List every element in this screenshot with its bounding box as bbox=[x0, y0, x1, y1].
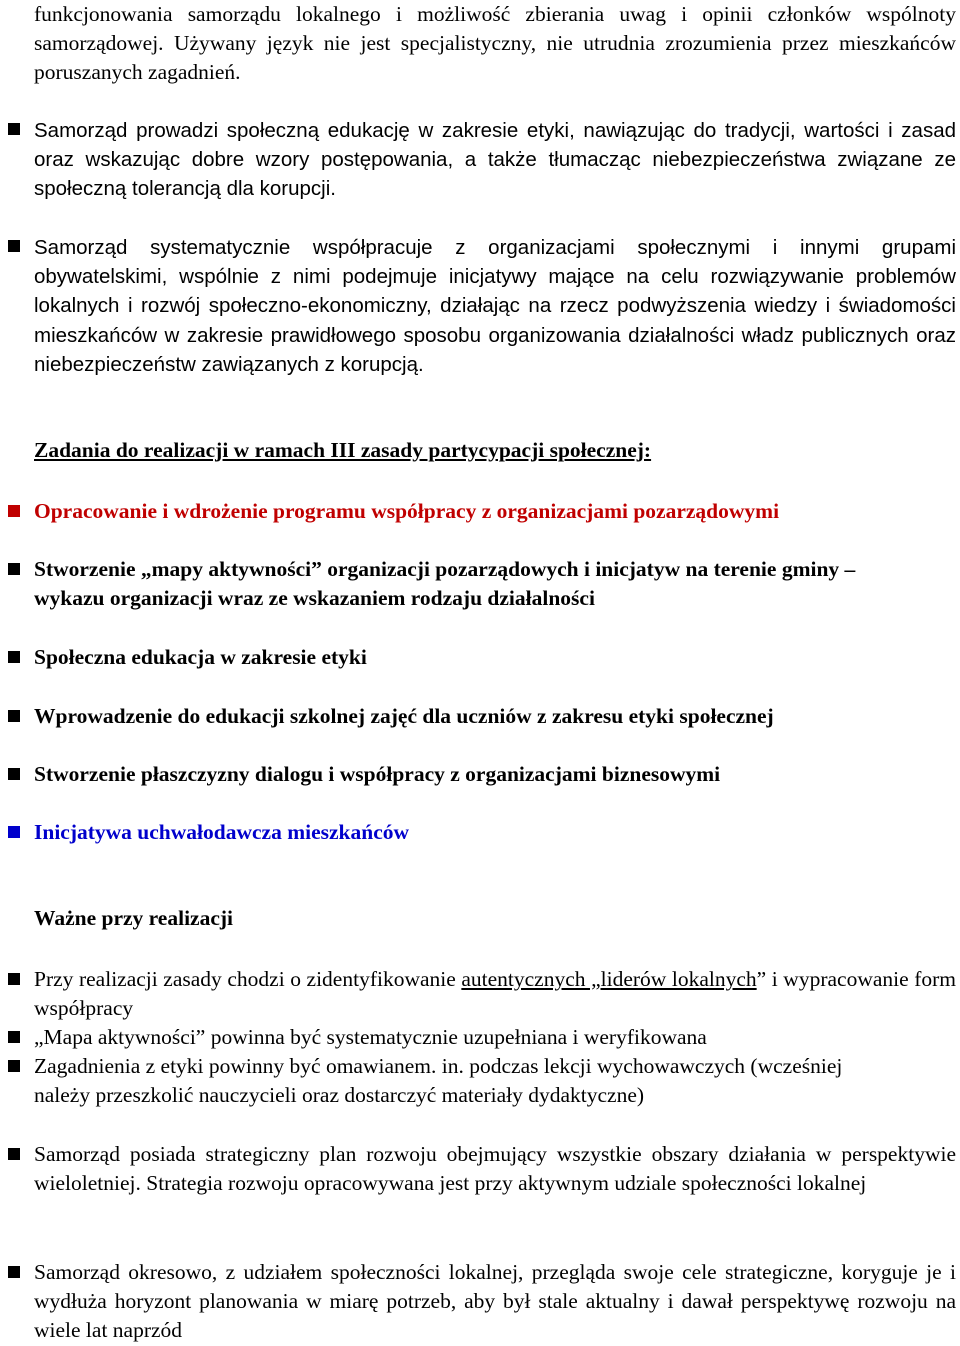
square-bullet-icon bbox=[8, 1266, 20, 1278]
square-bullet-icon bbox=[8, 973, 20, 985]
intro-paragraph: funkcjonowania samorządu lokalnego i możliwość zbierania uwag i opinii członków wspólnoty samorządowej. Używany język nie jest specjalistyczny, nie utrudnia zrozumienia przez mieszkańców poruszanych zagadnień. bbox=[34, 2, 956, 85]
paragraph-cooperation: Samorząd systematycznie współpracuje z organizacjami społecznymi i innymi grupami obywatelskimi, wspólnie z nimi podejmuje inicjatywy mające na celu rozwiązywanie problemów lokalnych i rozwój społeczno-ekonomiczny, działając na rzecz podwyższenia wiedzy i świadomości mieszkańców w zakresie prawidłowego sposobu organizowania działalności władz publicznych oraz niebezpieczeństw zawiązanych z korupcją. bbox=[34, 236, 956, 376]
task-item: Opracowanie i wdrożenie programu współpracy z organizacjami pozarządowymi bbox=[34, 499, 780, 523]
square-bullet-icon bbox=[8, 710, 20, 722]
task-item: Stworzenie płaszczyzny dialogu i współpracy z organizacjami biznesowymi bbox=[34, 762, 721, 786]
important-item bbox=[34, 965, 956, 1023]
important-item: Samorząd posiada strategiczny plan rozwoju obejmujący wszystkie obszary działania w perspektywie wieloletniej. Strategia rozwoju opracowywana jest przy aktywnym udziale społeczności lokalnej bbox=[34, 1142, 956, 1196]
task-item: Inicjatywa uchwałodawcza mieszkańców bbox=[34, 820, 410, 844]
important-item: „Mapa aktywności” powinna być systematycznie uzupełniana i weryfikowana bbox=[34, 1025, 707, 1049]
square-bullet-icon bbox=[8, 123, 20, 135]
task-item: Wprowadzenie do edukacji szkolnej zajęć dla uczniów z zakresu etyki społecznej bbox=[34, 704, 774, 728]
square-bullet-icon bbox=[8, 826, 20, 838]
square-bullet-icon bbox=[8, 651, 20, 663]
leaders-underlined-text: autentycznych „liderów lokalnych bbox=[461, 967, 757, 991]
square-bullet-icon bbox=[8, 1148, 20, 1160]
important-item-text: ” i wypracowanie form współpracy bbox=[34, 967, 957, 1021]
task-item: Społeczna edukacja w zakresie etyki bbox=[34, 645, 367, 669]
important-item: Samorząd okresowo, z udziałem społeczności lokalnej, przegląda swoje cele strategiczne, koryguje je i wydłuża horyzont planowania w miarę potrzeb, aby był stale aktualny i dawał perspektywę rozwoju na wiele lat naprzód bbox=[34, 1260, 956, 1343]
important-item: Zagadnienia z etyki powinny być omawianem. in. podczas lekcji wychowawczych (wcześniej należy przeszkolić nauczycieli oraz dostarczyć materiały dydaktyczne) bbox=[34, 1054, 843, 1108]
important-item-text: Przy realizacji zasady chodzi o zidentyfikowanie bbox=[34, 967, 456, 991]
task-item: Stworzenie „mapy aktywności” organizacji pozarządowych i inicjatyw na terenie gminy – wykazu organizacji wraz ze wskazaniem rodzaju działalności bbox=[34, 557, 856, 611]
square-bullet-icon bbox=[8, 563, 20, 575]
square-bullet-icon bbox=[8, 768, 20, 780]
important-heading: Ważne przy realizacji bbox=[34, 906, 234, 930]
tasks-heading: Zadania do realizacji w ramach III zasady partycypacji społecznej: bbox=[34, 438, 652, 462]
paragraph-ethics-education: Samorząd prowadzi społeczną edukację w zakresie etyki, nawiązując do tradycji, wartości i zasad oraz wskazując dobre wzory postępowania, a także tłumacząc niebezpieczeństwa związane ze społeczną tolerancją dla korupcji. bbox=[34, 119, 956, 201]
square-bullet-icon bbox=[8, 505, 20, 517]
square-bullet-icon bbox=[8, 1031, 20, 1043]
square-bullet-icon bbox=[8, 240, 20, 252]
square-bullet-icon bbox=[8, 1060, 20, 1072]
